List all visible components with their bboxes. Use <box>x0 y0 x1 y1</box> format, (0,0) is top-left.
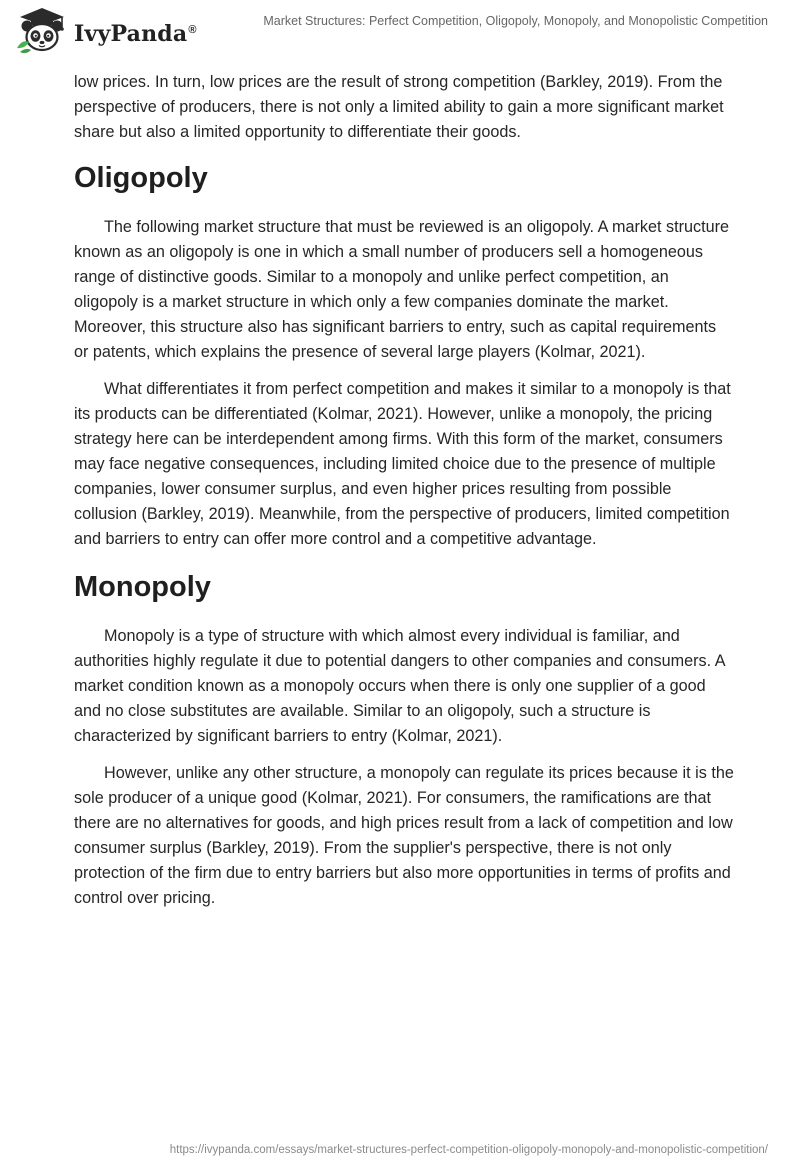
page-header <box>0 0 800 60</box>
monopoly-paragraph-1: Monopoly is a type of structure with which almost every individual is familiar, and authorities highly regulate it due to potential dangers to other companies and consumers. A market condition known as a monopoly occurs when there is only one supplier of a good and no close substitutes are available. Similar to an oligopoly, such a structure is characterized by significant barriers to entry (Kolmar, 2021). <box>74 627 725 745</box>
document-title: Market Structures: Perfect Competition, Oligopoly, Monopoly, and Monopolistic Competition <box>263 14 768 28</box>
intro-paragraph: low prices. In turn, low prices are the result of strong competition (Barkley, 2019). From the perspective of producers, there is not only a limited ability to gain a more significant market share but also a limited opportunity to differentiate their goods. <box>74 73 724 141</box>
panda-graduate-icon <box>14 6 70 56</box>
section-heading-monopoly: Monopoly <box>74 571 211 603</box>
source-url-link[interactable]: https://ivypanda.com/essays/market-structures-perfect-competition-oligopoly-monopoly-and-monopolistic-competition/ <box>169 1144 768 1156</box>
monopoly-paragraph-2: However, unlike any other structure, a monopoly can regulate its prices because it is the sole producer of a unique good (Kolmar, 2021). For consumers, the ramifications are that there are no alternatives for goods, and high prices result from a lack of competition and low consumer surplus (Barkley, 2019). From the supplier's perspective, there is not only protection of the firm due to entry barriers but also more opportunities in terms of profits and control over pricing. <box>74 764 734 907</box>
ivypanda-logo[interactable] <box>14 6 197 56</box>
registered-mark: ® <box>188 23 197 36</box>
oligopoly-paragraph-1: The following market structure that must be reviewed is an oligopoly. A market structure known as an oligopoly is one in which a small number of producers sell a homogeneous range of distinctive goods. Similar to a monopoly and unlike perfect competition, an oligopoly is a market structure in which only a few companies dominate the market. Moreover, this structure also has significant barriers to entry, such as capital requirements or patents, which explains the presence of several large players (Kolmar, 2021). <box>74 218 729 361</box>
essay-content <box>74 70 734 911</box>
oligopoly-paragraph-2: What differentiates it from perfect competition and makes it similar to a monopoly is that its products can be differentiated (Kolmar, 2021). However, unlike a monopoly, the pricing strategy here can be interdependent among firms. With this form of the market, consumers may face negative consequences, including limited choice due to the presence of multiple companies, lower consumer surplus, and even higher prices resulting from possible collusion (Barkley, 2019). Meanwhile, from the perspective of producers, limited competition and barriers to entry can offer more control and a competitive advantage. <box>74 380 731 548</box>
brand-name: IvyPanda® <box>74 21 197 47</box>
section-heading-oligopoly: Oligopoly <box>74 162 208 194</box>
